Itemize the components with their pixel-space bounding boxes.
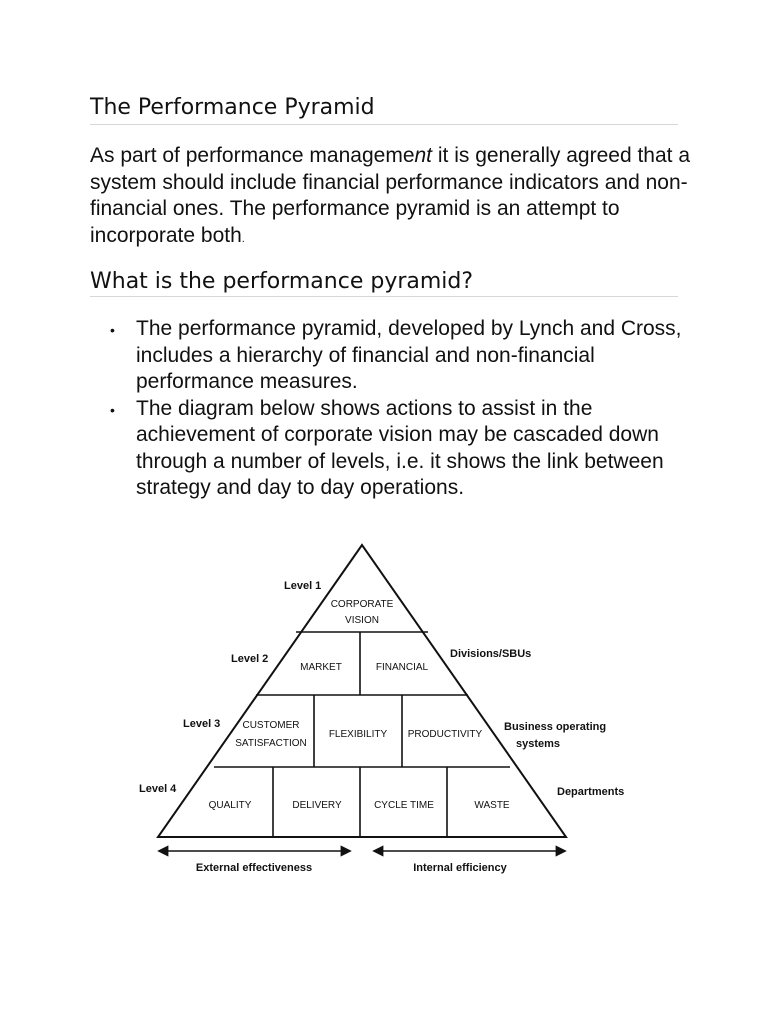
customer-satisfaction-label: SATISFACTION [235, 738, 307, 749]
delivery-label: DELIVERY [292, 800, 342, 811]
corporate-vision-label: CORPORATE [330, 599, 394, 610]
financial-label: FINANCIAL [375, 662, 429, 673]
intro-text-start: As part of performance manageme [90, 144, 415, 167]
departments-label: Departments [557, 786, 625, 798]
bullet-icon: • [110, 322, 115, 338]
level-3-label: Level 3 [183, 718, 221, 730]
list-item [90, 316, 690, 396]
corporate-vision-label: VISION [345, 615, 379, 626]
market-label: MARKET [300, 662, 342, 673]
productivity-label: PRODUCTIVITY [407, 729, 483, 740]
section-heading: What is the performance pyramid? [90, 268, 678, 297]
quality-label: QUALITY [208, 800, 252, 811]
customer-satisfaction-label: CUSTOMER [242, 720, 300, 731]
cycle-time-label: CYCLE TIME [374, 800, 434, 811]
bullet-text: The performance pyramid, developed by Lynch and Cross, includes a hierarchy of financial and non-financial performance measures. [136, 317, 682, 393]
page-title: The Performance Pyramid [90, 94, 678, 125]
list-item [90, 396, 690, 502]
bullet-icon: • [110, 401, 115, 418]
bullet-list [90, 316, 690, 502]
business-operating-systems-label: systems [516, 738, 561, 750]
waste-label: WASTE [474, 800, 510, 811]
internal-efficiency-label: Internal efficiency [413, 862, 507, 874]
flexibility-label: FLEXIBILITY [328, 729, 388, 740]
intro-end-mark: . [241, 232, 245, 245]
level-1-label: Level 1 [284, 580, 322, 592]
pyramid-outline [158, 545, 566, 837]
pyramid-svg [130, 535, 630, 880]
external-effectiveness-label: External effectiveness [195, 862, 313, 874]
business-operating-systems-label: Business operating [504, 721, 607, 733]
bullet-text: The diagram below shows actions to assist in the achievement of corporate vision may be cascaded down through a number of levels, i.e. it shows the link between strategy and day to day operations. [136, 396, 664, 499]
level-4-label: Level 4 [139, 783, 177, 795]
intro-text-italic: nt [414, 144, 438, 167]
intro-text-end: it is generally agreed that a system should include financial performance indicators and non-financial ones. The performance pyramid is an attempt to incorporate both [90, 144, 691, 247]
performance-pyramid-diagram [130, 535, 630, 880]
intro-paragraph [90, 143, 690, 252]
divisions-label: Divisions/SBUs [450, 648, 532, 660]
level-2-label: Level 2 [231, 653, 269, 665]
